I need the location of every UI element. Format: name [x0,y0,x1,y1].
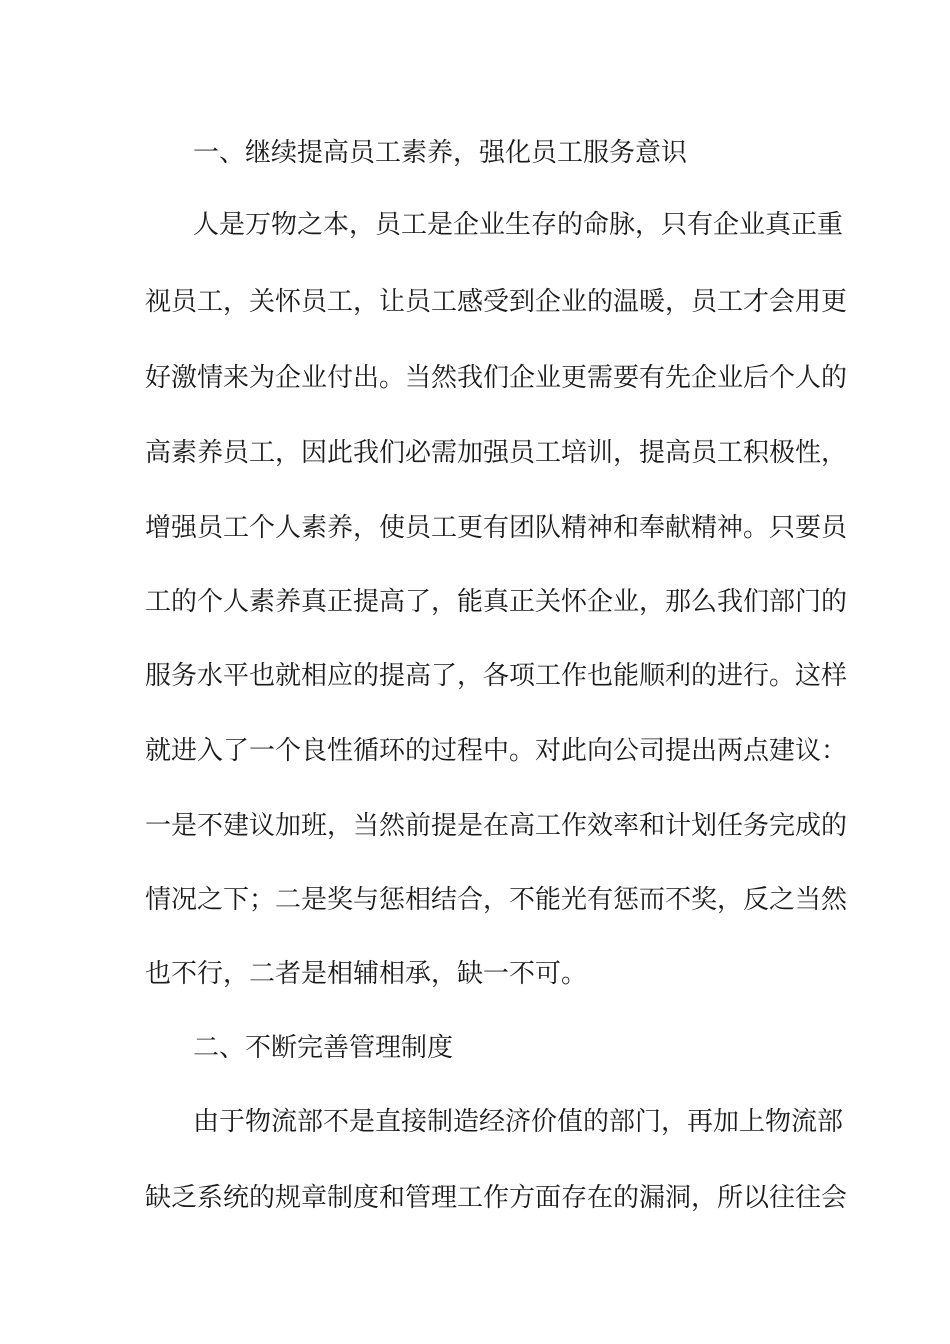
paragraph-line: 也不行，二者是相辅相承，缺一不可。 [145,959,588,989]
paragraph-line: 由于物流部不是直接制造经济价值的部门，再加上物流部 [193,1107,844,1137]
section-heading-1: 一、继续提高员工素养，强化员工服务意识 [193,138,688,168]
paragraph-line: 缺乏系统的规章制度和管理工作方面存在的漏洞，所以往往会 [145,1183,848,1213]
paragraph-line: 高素养员工，因此我们必需加强员工培训，提高员工积极性， [145,438,848,468]
section-heading-2: 二、不断完善管理制度 [193,1033,454,1063]
paragraph-line: 视员工，关怀员工，让员工感受到企业的温暖，员工才会用更 [145,287,848,317]
paragraph-line: 好激情来为企业付出。当然我们企业更需要有先企业后个人的 [145,363,848,393]
paragraph-line: 工的个人素养真正提高了，能真正关怀企业，那么我们部门的 [145,587,848,617]
paragraph-line: 人是万物之本，员工是企业生存的命脉，只有企业真正重 [193,210,844,240]
paragraph-line: 服务水平也就相应的提高了，各项工作也能顺利的进行。这样 [145,661,848,691]
paragraph-line: 一是不建议加班，当然前提是在高工作效率和计划任务完成的 [145,811,848,841]
paragraph-line: 就进入了一个良性循环的过程中。对此向公司提出两点建议： [145,736,848,766]
paragraph-line: 情况之下；二是奖与惩相结合，不能光有惩而不奖，反之当然 [145,885,848,915]
paragraph-line: 增强员工个人素养，使员工更有团队精神和奉献精神。只要员 [145,513,848,543]
